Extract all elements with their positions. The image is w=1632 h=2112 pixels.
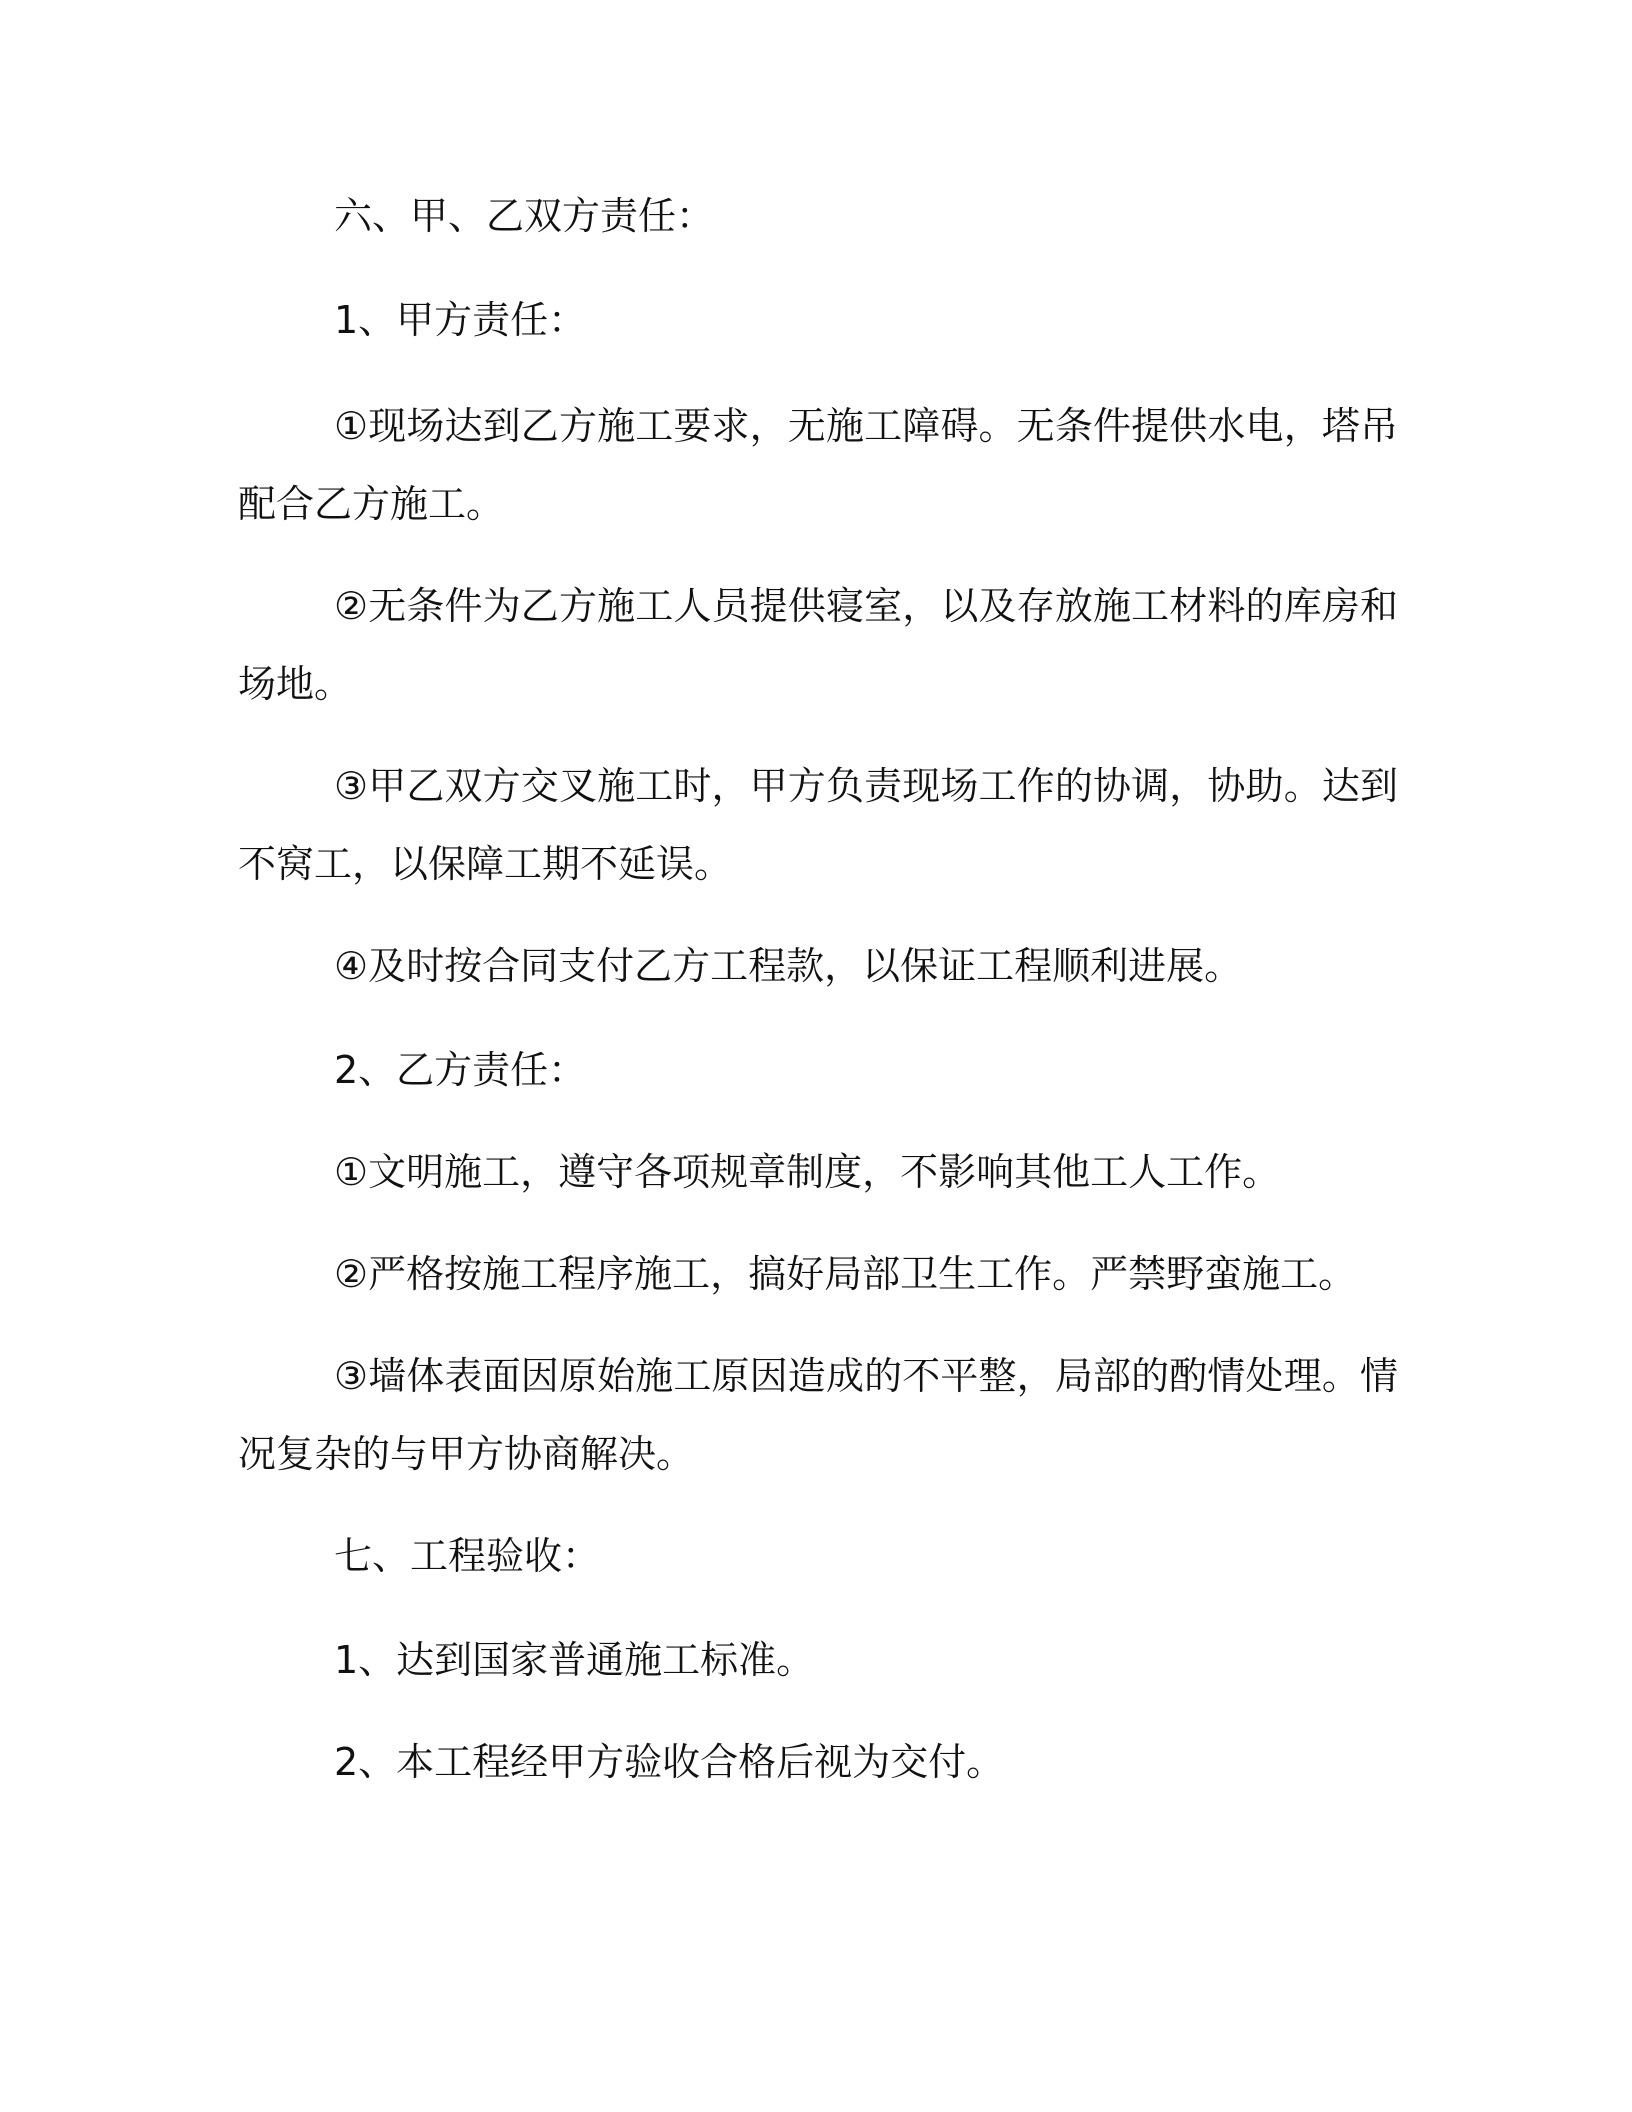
party-b-heading: 2、乙方责任： xyxy=(334,1048,587,1092)
party-a-item-1-line-2: 配合乙方施工。 xyxy=(238,482,505,526)
party-b-item-3-line-1: ③墙体表面因原始施工原因造成的不平整，局部的酌情处理。情 xyxy=(334,1354,1398,1398)
party-b-item-3-line-2: 况复杂的与甲方协商解决。 xyxy=(238,1432,695,1476)
party-b-item-2: ②严格按施工程序施工，搞好局部卫生工作。严禁野蛮施工。 xyxy=(334,1252,1357,1296)
party-a-item-3-line-1: ③甲乙双方交叉施工时，甲方负责现场工作的协调，协助。达到 xyxy=(334,764,1398,808)
party-a-item-2-line-1: ②无条件为乙方施工人员提供寝室，以及存放施工材料的库房和 xyxy=(334,584,1398,628)
party-b-item-1: ①文明施工，遵守各项规章制度，不影响其他工人工作。 xyxy=(334,1150,1281,1194)
section-6-title: 六、甲、乙双方责任： xyxy=(334,194,715,238)
acceptance-item-1: 1、达到国家普通施工标准。 xyxy=(334,1638,815,1682)
section-7-title: 七、工程验收： xyxy=(334,1534,601,1578)
party-a-item-3-line-2: 不窝工，以保障工期不延误。 xyxy=(238,842,733,886)
acceptance-item-2: 2、本工程经甲方验收合格后视为交付。 xyxy=(334,1740,1005,1784)
party-a-item-2-line-2: 场地。 xyxy=(238,662,353,706)
party-a-item-4: ④及时按合同支付乙方工程款，以保证工程顺利进展。 xyxy=(334,944,1243,988)
party-a-item-1-line-1: ①现场达到乙方施工要求，无施工障碍。无条件提供水电，塔吊 xyxy=(334,404,1398,448)
party-a-heading: 1、甲方责任： xyxy=(334,298,587,342)
